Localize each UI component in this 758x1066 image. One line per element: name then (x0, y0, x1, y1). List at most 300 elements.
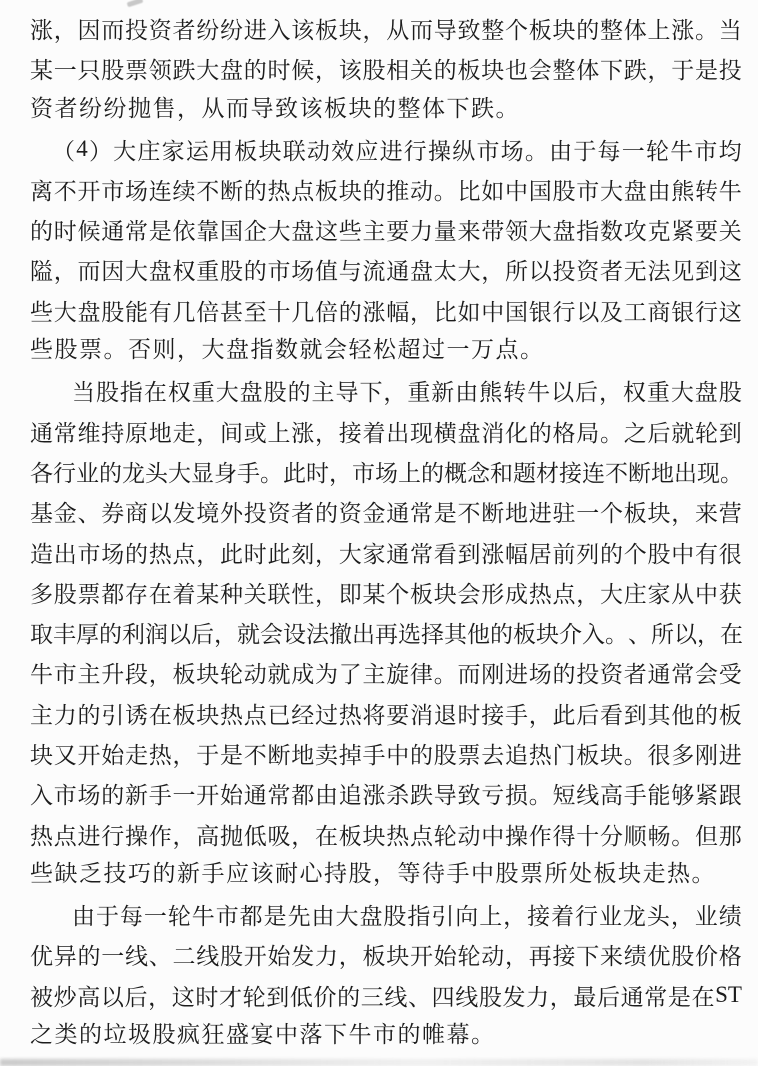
glyph: 投 (243, 501, 267, 527)
glyph: 导 (433, 783, 457, 809)
glyph: 太 (433, 259, 457, 285)
glyph: 中 (671, 541, 695, 567)
glyph: 由 (455, 380, 479, 406)
glyph: 涨 (481, 541, 505, 567)
glyph: 异 (53, 944, 77, 970)
glyph: 整 (600, 17, 623, 43)
glyph: 投 (552, 259, 576, 285)
glyph: 资 (148, 17, 172, 43)
glyph: 盘 (623, 178, 647, 204)
glyph: 以 (576, 299, 600, 325)
glyph: 只 (77, 57, 101, 83)
glyph: 。 (600, 420, 623, 446)
glyph: 原 (125, 420, 148, 446)
glyph: 市 (53, 783, 77, 809)
glyph: 下 (576, 944, 600, 970)
glyph: 念 (467, 460, 490, 486)
glyph: 市 (215, 904, 239, 930)
glyph: 权 (172, 259, 196, 285)
glyph: 块 (196, 662, 220, 688)
glyph: 旋 (386, 662, 410, 688)
glyph: 因 (77, 17, 101, 43)
glyph: ， (503, 904, 527, 930)
glyph: 丰 (53, 622, 76, 648)
glyph: 热 (30, 823, 53, 849)
glyph: 的 (528, 420, 552, 446)
glyph: 用 (210, 138, 234, 164)
glyph: 整 (481, 17, 505, 43)
glyph: 块 (386, 944, 410, 970)
glyph: 比 (457, 178, 481, 204)
glyph: 经 (291, 702, 315, 728)
glyph: 损 (505, 783, 528, 809)
glyph: 其 (444, 622, 467, 648)
glyph: 牛 (670, 138, 694, 164)
glyph: 所 (505, 259, 528, 285)
glyph: 显 (191, 460, 214, 486)
text-line (30, 814, 742, 854)
glyph: 国 (528, 178, 552, 204)
glyph: 纵 (452, 138, 476, 164)
glyph: 市 (476, 138, 500, 164)
glyph: 被 (30, 984, 53, 1010)
glyph: 通 (386, 259, 410, 285)
glyph: 线 (125, 944, 148, 970)
glyph: 操 (428, 138, 451, 164)
text-line (30, 8, 742, 48)
glyph: 高 (600, 783, 623, 809)
glyph: 一 (101, 944, 125, 970)
glyph: 很 (647, 742, 671, 768)
glyph: 取 (30, 622, 53, 648)
glyph: 间 (220, 420, 243, 446)
glyph: 些 (30, 299, 53, 325)
text-line: 些缺乏技巧的新手应该耐心持股，等待手中股票所处板块走热。 (30, 861, 716, 887)
glyph: 行 (575, 904, 599, 930)
glyph: 银 (671, 299, 695, 325)
text-line (30, 492, 742, 532)
glyph: 推 (386, 178, 410, 204)
glyph: 几 (291, 299, 315, 325)
glyph: 国 (220, 219, 243, 245)
glyph: 现 (697, 460, 720, 486)
glyph: 盘 (220, 57, 243, 83)
glyph: 是 (433, 501, 457, 527)
glyph: 接 (552, 944, 576, 970)
glyph: ， (196, 420, 220, 446)
glyph: 的 (101, 783, 125, 809)
glyph: 个 (386, 581, 410, 607)
glyph: 格 (552, 420, 576, 446)
glyph: 追 (505, 742, 528, 768)
glyph: 几 (172, 299, 196, 325)
text-line (30, 411, 742, 451)
glyph: ， (481, 259, 505, 285)
glyph: 作 (528, 823, 552, 849)
glyph: 投 (576, 662, 600, 688)
glyph: 不 (605, 460, 628, 486)
glyph: 常 (267, 783, 291, 809)
glyph: 之 (623, 420, 647, 446)
glyph: 能 (125, 299, 148, 325)
glyph: 板 (315, 178, 338, 204)
glyph: 操 (505, 823, 528, 849)
glyph: 时 (306, 460, 329, 486)
glyph: 业 (694, 904, 718, 930)
glyph: 始 (220, 783, 243, 809)
glyph: 时 (53, 219, 77, 245)
glyph: 块 (481, 57, 505, 83)
glyph: 大 (215, 380, 239, 406)
glyph: 股 (433, 742, 457, 768)
glyph: 的 (552, 662, 576, 688)
glyph: 开 (196, 783, 220, 809)
glyph: 吸 (267, 823, 291, 849)
glyph: 的 (77, 702, 101, 728)
glyph: 轮 (220, 662, 243, 688)
glyph: 块 (536, 622, 559, 648)
glyph: 常 (410, 501, 433, 527)
glyph: 候 (291, 57, 315, 83)
glyph: 该 (338, 57, 362, 83)
glyph: 体 (576, 57, 600, 83)
glyph: 那 (718, 823, 742, 849)
glyph: 当 (718, 17, 742, 43)
glyph: 概 (444, 460, 467, 486)
glyph: 股 (101, 299, 125, 325)
glyph: 市 (267, 259, 291, 285)
glyph: 块 (30, 742, 53, 768)
glyph: 场 (500, 138, 524, 164)
glyph: 的 (243, 259, 267, 285)
glyph: 券 (101, 501, 125, 527)
glyph: 幅 (386, 299, 410, 325)
glyph: 种 (220, 581, 243, 607)
glyph: 在 (143, 380, 167, 406)
glyph: 就 (267, 662, 291, 688)
glyph: 的 (315, 501, 338, 527)
glyph: 大 (670, 380, 694, 406)
glyph: 的 (600, 541, 623, 567)
glyph: 整 (552, 57, 576, 83)
glyph: 追 (338, 783, 362, 809)
glyph: 甚 (220, 299, 243, 325)
glyph: 优 (30, 944, 53, 970)
glyph: ， (148, 984, 172, 1010)
glyph: 轮 (167, 904, 191, 930)
glyph: 上 (647, 17, 671, 43)
glyph: 股 (671, 944, 695, 970)
glyph: 材 (536, 460, 559, 486)
glyph: 大 (338, 541, 362, 567)
glyph: 手 (623, 783, 647, 809)
glyph: 为 (315, 662, 338, 688)
glyph: 商 (647, 299, 671, 325)
glyph: 跟 (718, 783, 742, 809)
text-line (30, 612, 742, 652)
glyph: 由 (315, 783, 338, 809)
glyph: 驻 (552, 501, 576, 527)
glyph: 的 (576, 17, 600, 43)
glyph: 牛 (30, 662, 53, 688)
glyph: 倍 (315, 299, 338, 325)
glyph: 进 (379, 138, 403, 164)
glyph: 过 (315, 702, 338, 728)
glyph: 热 (148, 742, 172, 768)
glyph: 基 (30, 501, 53, 527)
glyph: 的 (490, 622, 513, 648)
glyph: 新 (125, 783, 148, 809)
glyph: 利 (122, 622, 145, 648)
glyph: 地 (651, 460, 674, 486)
paragraph (30, 129, 742, 371)
glyph: （ (52, 138, 75, 164)
glyph: ， (172, 742, 196, 768)
glyph: 会 (528, 57, 552, 83)
glyph: 值 (315, 259, 338, 285)
glyph: 在 (148, 702, 172, 728)
text-line (30, 371, 742, 411)
glyph: 导 (335, 380, 359, 406)
glyph: 企 (243, 219, 267, 245)
glyph: 其 (647, 702, 671, 728)
glyph: 离 (30, 178, 53, 204)
text-line (30, 653, 742, 693)
glyph: 牛 (191, 904, 215, 930)
glyph: ， (315, 581, 338, 607)
glyph: 但 (695, 823, 718, 849)
glyph: 至 (243, 299, 267, 325)
glyph: 。 (524, 138, 548, 164)
glyph: 通 (386, 541, 410, 567)
glyph: 要 (386, 702, 410, 728)
glyph: 列 (576, 541, 600, 567)
glyph: 此 (283, 460, 306, 486)
glyph: 金 (362, 501, 386, 527)
glyph: 在 (720, 622, 743, 648)
glyph: 进 (528, 501, 552, 527)
glyph: 抛 (220, 823, 243, 849)
glyph: 走 (125, 742, 148, 768)
glyph: 都 (291, 783, 315, 809)
glyph: 均 (718, 138, 742, 164)
glyph: 者 (291, 501, 315, 527)
glyph: 发 (502, 984, 526, 1010)
glyph: 刚 (695, 742, 718, 768)
glyph: 量 (433, 219, 457, 245)
glyph: 股 (383, 904, 407, 930)
glyph: 的 (410, 742, 433, 768)
glyph: 主 (362, 662, 386, 688)
glyph: 场 (77, 783, 101, 809)
glyph: 接 (559, 460, 582, 486)
glyph: 线 (455, 984, 479, 1010)
glyph: 重 (191, 380, 215, 406)
glyph: 后 (576, 702, 600, 728)
glyph: 涨 (671, 17, 695, 43)
glyph: 多 (30, 581, 53, 607)
glyph: 由 (72, 904, 95, 930)
glyph: 撤 (329, 622, 352, 648)
glyph: 主 (362, 219, 386, 245)
glyph: ， (172, 823, 196, 849)
glyph: 得 (552, 823, 576, 849)
text-line (30, 572, 742, 612)
glyph: 跌 (623, 57, 647, 83)
glyph: 十 (576, 823, 600, 849)
glyph: 家 (161, 138, 185, 164)
text-line (30, 532, 742, 572)
glyph: 不 (196, 178, 220, 204)
glyph: 消 (481, 420, 505, 446)
glyph: 畅 (647, 823, 671, 849)
glyph: 行 (53, 460, 76, 486)
glyph: 轮 (457, 944, 481, 970)
glyph: 将 (362, 702, 386, 728)
glyph: 点 (243, 702, 267, 728)
glyph: 一 (621, 138, 645, 164)
glyph: 的 (30, 219, 53, 245)
glyph: 亏 (481, 783, 505, 809)
glyph: 权 (622, 380, 646, 406)
glyph: 时 (457, 702, 481, 728)
glyph: 低 (243, 823, 267, 849)
glyph: 某 (362, 581, 386, 607)
glyph: 三 (360, 984, 384, 1010)
text-line (30, 209, 742, 249)
glyph: 商 (125, 501, 148, 527)
glyph: 。 (695, 17, 718, 43)
glyph: 手 (505, 702, 528, 728)
glyph: 或 (243, 420, 267, 446)
glyph: 票 (77, 581, 101, 607)
glyph: 法 (647, 259, 671, 285)
glyph: 而 (77, 259, 101, 285)
glyph: 升 (101, 662, 125, 688)
glyph: 到 (718, 420, 742, 446)
glyph: 到 (695, 259, 718, 285)
glyph: 大 (600, 581, 623, 607)
glyph: ， (53, 259, 77, 285)
glyph: 作 (148, 823, 172, 849)
glyph: 选 (398, 622, 421, 648)
glyph: 都 (239, 904, 263, 930)
glyph: 现 (410, 420, 433, 446)
glyph: 行 (552, 299, 576, 325)
glyph: ， (549, 984, 573, 1010)
glyph: 进 (243, 17, 267, 43)
glyph: 四 (431, 984, 455, 1010)
glyph: 中 (481, 299, 505, 325)
glyph: 大 (125, 259, 148, 285)
glyph: 隘 (30, 259, 53, 285)
glyph: 盘 (410, 259, 433, 285)
glyph: 家 (647, 581, 671, 607)
glyph: 。 (260, 460, 283, 486)
glyph: 境 (196, 501, 220, 527)
glyph: 动 (481, 944, 505, 970)
glyph: 一 (53, 57, 77, 83)
glyph: 不 (243, 742, 267, 768)
glyph: 大 (53, 299, 77, 325)
glyph: 先 (287, 904, 311, 930)
glyph: 的 (99, 622, 122, 648)
glyph: 金 (53, 501, 77, 527)
glyph: 即 (338, 581, 362, 607)
glyph: 板 (457, 57, 481, 83)
glyph: 而 (457, 662, 481, 688)
glyph: 资 (576, 259, 600, 285)
glyph: 者 (600, 259, 623, 285)
glyph: 到 (623, 702, 647, 728)
glyph: 的 (243, 57, 267, 83)
glyph: 体 (623, 17, 647, 43)
glyph: 杀 (386, 783, 410, 809)
glyph: ， (315, 57, 338, 83)
glyph: 通 (243, 783, 267, 809)
glyph: 的 (421, 460, 444, 486)
glyph: 退 (433, 702, 457, 728)
glyph: 分 (600, 823, 623, 849)
glyph: 通 (386, 501, 410, 527)
glyph: 是 (148, 219, 172, 245)
glyph: 各 (30, 460, 53, 486)
glyph: 常 (671, 662, 695, 688)
glyph: 律 (410, 662, 433, 688)
glyph: 动 (457, 823, 481, 849)
glyph: 进 (718, 742, 742, 768)
glyph: 盘 (359, 904, 383, 930)
glyph: 领 (505, 219, 528, 245)
glyph: 大 (267, 219, 291, 245)
glyph: 重 (407, 380, 431, 406)
text-line: 资者纷纷抛售，从而导致该板块的整体下跌。 (30, 95, 520, 121)
glyph: 股 (220, 944, 243, 970)
glyph: 投 (718, 57, 742, 83)
glyph: 断 (481, 501, 505, 527)
glyph: 板 (576, 742, 600, 768)
glyph: 板 (315, 17, 338, 43)
glyph: 以 (148, 501, 172, 527)
glyph: 此 (552, 702, 576, 728)
glyph: 常 (644, 984, 668, 1010)
glyph: 银 (528, 299, 552, 325)
glyph: 的 (243, 178, 267, 204)
glyph: 造 (30, 541, 53, 567)
glyph: 业 (598, 904, 622, 930)
glyph: 引 (101, 702, 125, 728)
glyph: 行 (403, 138, 427, 164)
glyph: 转 (695, 178, 718, 204)
glyph: 行 (695, 299, 718, 325)
glyph: 热 (386, 823, 410, 849)
glyph: ， (647, 57, 671, 83)
glyph: 效 (331, 138, 355, 164)
glyph: 者 (172, 17, 196, 43)
glyph: 刻 (291, 541, 315, 567)
glyph: 发 (172, 501, 196, 527)
glyph: 一 (172, 783, 196, 809)
glyph: 接 (338, 420, 362, 446)
glyph: ， (338, 944, 362, 970)
glyph: 资 (600, 662, 623, 688)
glyph: 设 (283, 622, 306, 648)
glyph: 断 (220, 178, 243, 204)
glyph: 热 (220, 702, 243, 728)
glyph: 所 (651, 622, 674, 648)
glyph: 就 (671, 420, 695, 446)
glyph: 个 (505, 17, 528, 43)
